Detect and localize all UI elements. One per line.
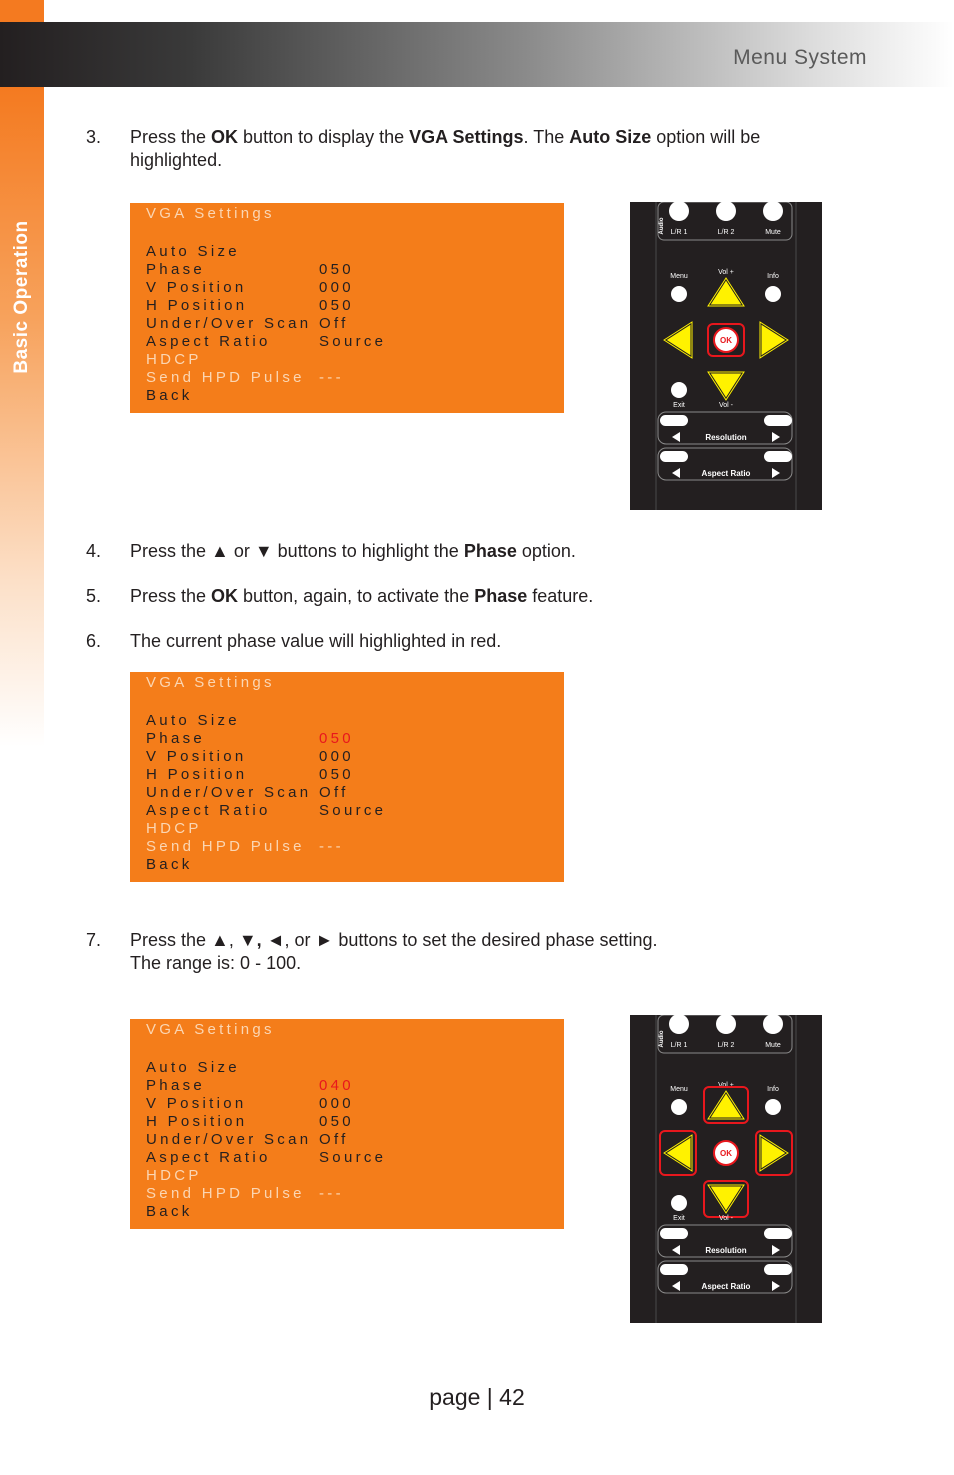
osd-item-label: V Position bbox=[146, 1095, 247, 1112]
osd-menu-item bbox=[146, 1167, 556, 1185]
resolution-right-button[interactable] bbox=[764, 415, 792, 426]
osd-menu-item bbox=[146, 1095, 556, 1113]
osd-menu-item bbox=[146, 1131, 556, 1149]
vol-down-label: Vol - bbox=[718, 1215, 734, 1222]
step-text: Press the ▲, ▼, ◄, or ► buttons to set the desired phase setting. bbox=[130, 930, 658, 950]
step-number: 7. bbox=[86, 930, 102, 950]
osd-item-label: Aspect Ratio bbox=[146, 333, 271, 350]
audio-label: Audio bbox=[659, 1030, 665, 1048]
exit-label: Exit bbox=[673, 1215, 685, 1222]
menu-label: Menu bbox=[670, 273, 688, 280]
osd-menu-item bbox=[146, 856, 556, 874]
exit-label: Exit bbox=[673, 402, 685, 409]
osd-menu-item bbox=[146, 315, 556, 333]
resolution-right-button[interactable] bbox=[764, 1228, 792, 1239]
osd-item-label: Phase bbox=[146, 730, 206, 747]
osd-item-label: V Position bbox=[146, 748, 247, 765]
vol-down-label: Vol - bbox=[718, 402, 734, 409]
info-label: Info bbox=[767, 273, 779, 280]
osd-item-value: 050 bbox=[319, 1113, 354, 1130]
remote-control-2 bbox=[630, 1015, 822, 1323]
osd-item-value: --- bbox=[319, 369, 344, 386]
osd-item-label: V Position bbox=[146, 279, 247, 296]
section-title: Menu System bbox=[733, 46, 867, 69]
osd-item-label: Under/Over Scan bbox=[146, 784, 312, 801]
resolution-left-button[interactable] bbox=[660, 1228, 688, 1239]
osd-item-label: Under/Over Scan bbox=[146, 1131, 312, 1148]
osd-item-label: Aspect Ratio bbox=[146, 802, 271, 819]
osd-menu-item bbox=[146, 712, 556, 730]
step-text-continued: The range is: 0 - 100. bbox=[130, 953, 302, 973]
aspect-left-button[interactable] bbox=[660, 451, 688, 462]
osd-item-value: Source bbox=[319, 802, 387, 819]
osd-item-value: 000 bbox=[319, 279, 354, 296]
osd-menu-item bbox=[146, 784, 556, 802]
osd-menu-item bbox=[146, 387, 556, 405]
osd-title: VGA Settings bbox=[146, 205, 275, 222]
osd-menu-item bbox=[146, 1077, 556, 1095]
info-button[interactable] bbox=[765, 1099, 781, 1115]
lr2-label: L/R 2 bbox=[717, 229, 735, 236]
osd-menu-item bbox=[146, 838, 556, 856]
lr2-label: L/R 2 bbox=[717, 1042, 735, 1049]
osd-menu-item bbox=[146, 243, 556, 261]
osd-item-label: Back bbox=[146, 1203, 193, 1220]
sidebar-tab bbox=[0, 87, 44, 747]
osd-menu-item bbox=[146, 730, 556, 748]
aspect-left-button[interactable] bbox=[660, 1264, 688, 1275]
top-accent bbox=[0, 0, 44, 22]
osd-item-label: Aspect Ratio bbox=[146, 1149, 271, 1166]
osd-item-value: Off bbox=[319, 784, 349, 801]
osd-item-value: Off bbox=[319, 315, 349, 332]
osd-menu-item bbox=[146, 1149, 556, 1167]
step-text-continued: highlighted. bbox=[130, 150, 223, 170]
osd-item-label: Phase bbox=[146, 261, 206, 278]
osd-item-value: 040 bbox=[319, 1077, 354, 1094]
osd-menu-item bbox=[146, 351, 556, 369]
osd-item-label: H Position bbox=[146, 766, 248, 783]
menu-label: Menu bbox=[670, 1086, 688, 1093]
osd-item-label: HDCP bbox=[146, 1167, 202, 1184]
aspect-ratio-label: Aspect Ratio bbox=[701, 1282, 751, 1291]
osd-item-label: Phase bbox=[146, 1077, 206, 1094]
osd-title: VGA Settings bbox=[146, 674, 275, 691]
osd-menu-item bbox=[146, 297, 556, 315]
menu-button[interactable] bbox=[671, 286, 687, 302]
info-label: Info bbox=[767, 1086, 779, 1093]
osd-item-label: Auto Size bbox=[146, 1059, 240, 1076]
osd-menu-item bbox=[146, 1113, 556, 1131]
step-text: Press the OK button to display the VGA Settings. The Auto Size option will be bbox=[130, 127, 761, 147]
osd-item-label: Send HPD Pulse bbox=[146, 1185, 305, 1202]
ok-label: OK bbox=[720, 1149, 732, 1158]
osd-item-label: Send HPD Pulse bbox=[146, 838, 305, 855]
osd-item-label: Auto Size bbox=[146, 243, 240, 260]
osd-item-label: Back bbox=[146, 387, 193, 404]
resolution-label: Resolution bbox=[705, 433, 747, 442]
vga-settings-osd-1 bbox=[130, 203, 564, 413]
mute-label: Mute bbox=[765, 1042, 781, 1049]
step-number: 5. bbox=[86, 586, 102, 606]
osd-item-label: HDCP bbox=[146, 351, 202, 368]
osd-item-label: Under/Over Scan bbox=[146, 315, 312, 332]
aspect-ratio-label: Aspect Ratio bbox=[701, 469, 751, 478]
step-number: 4. bbox=[86, 541, 102, 561]
vol-up-label: Vol + bbox=[718, 269, 734, 276]
osd-menu-item bbox=[146, 261, 556, 279]
vga-settings-osd-3 bbox=[130, 1019, 564, 1229]
osd-item-value: 000 bbox=[319, 748, 354, 765]
aspect-right-button[interactable] bbox=[764, 451, 792, 462]
osd-menu-item bbox=[146, 333, 556, 351]
exit-button[interactable] bbox=[671, 1195, 687, 1211]
osd-menu-item bbox=[146, 820, 556, 838]
osd-menu-item bbox=[146, 1203, 556, 1221]
step-number: 3. bbox=[86, 127, 102, 147]
osd-item-label: Send HPD Pulse bbox=[146, 369, 305, 386]
osd-item-value: Off bbox=[319, 1131, 349, 1148]
osd-item-value: --- bbox=[319, 838, 344, 855]
lr1-label: L/R 1 bbox=[670, 229, 688, 236]
vga-settings-osd-2 bbox=[130, 672, 564, 882]
remote-control-1 bbox=[630, 202, 822, 510]
osd-item-label: Back bbox=[146, 856, 193, 873]
lr1-label: L/R 1 bbox=[670, 1042, 688, 1049]
osd-title: VGA Settings bbox=[146, 1021, 275, 1038]
osd-menu-item bbox=[146, 369, 556, 387]
osd-menu-item bbox=[146, 766, 556, 784]
step-text: Press the OK button, again, to activate the Phase feature. bbox=[130, 586, 594, 606]
audio-label: Audio bbox=[659, 217, 665, 235]
osd-item-label: Auto Size bbox=[146, 712, 240, 729]
vol-up-label: Vol + bbox=[718, 1082, 734, 1089]
aspect-right-button[interactable] bbox=[764, 1264, 792, 1275]
step-text: Press the ▲ or ▼ buttons to highlight the Phase option. bbox=[130, 541, 576, 561]
osd-item-value: 050 bbox=[319, 730, 354, 747]
exit-button[interactable] bbox=[671, 382, 687, 398]
osd-menu-item bbox=[146, 802, 556, 820]
osd-item-value: --- bbox=[319, 1185, 344, 1202]
osd-menu-item bbox=[146, 1185, 556, 1203]
step-number: 6. bbox=[86, 631, 102, 651]
resolution-left-button[interactable] bbox=[660, 415, 688, 426]
osd-menu-item bbox=[146, 1059, 556, 1077]
osd-item-label: H Position bbox=[146, 1113, 248, 1130]
osd-item-value: Source bbox=[319, 333, 387, 350]
menu-button[interactable] bbox=[671, 1099, 687, 1115]
resolution-label: Resolution bbox=[705, 1246, 747, 1255]
osd-item-label: H Position bbox=[146, 297, 248, 314]
osd-item-value: 050 bbox=[319, 766, 354, 783]
ok-label: OK bbox=[720, 336, 732, 345]
osd-item-value: 050 bbox=[319, 261, 354, 278]
sidebar-label: Basic Operation bbox=[11, 220, 32, 374]
osd-item-label: HDCP bbox=[146, 820, 202, 837]
osd-item-value: Source bbox=[319, 1149, 387, 1166]
page-number: page | 42 bbox=[429, 1384, 525, 1410]
info-button[interactable] bbox=[765, 286, 781, 302]
osd-item-value: 000 bbox=[319, 1095, 354, 1112]
osd-menu-item bbox=[146, 748, 556, 766]
osd-item-value: 050 bbox=[319, 297, 354, 314]
step-text: The current phase value will highlighted in red. bbox=[130, 631, 502, 651]
osd-menu-item bbox=[146, 279, 556, 297]
mute-label: Mute bbox=[765, 229, 781, 236]
